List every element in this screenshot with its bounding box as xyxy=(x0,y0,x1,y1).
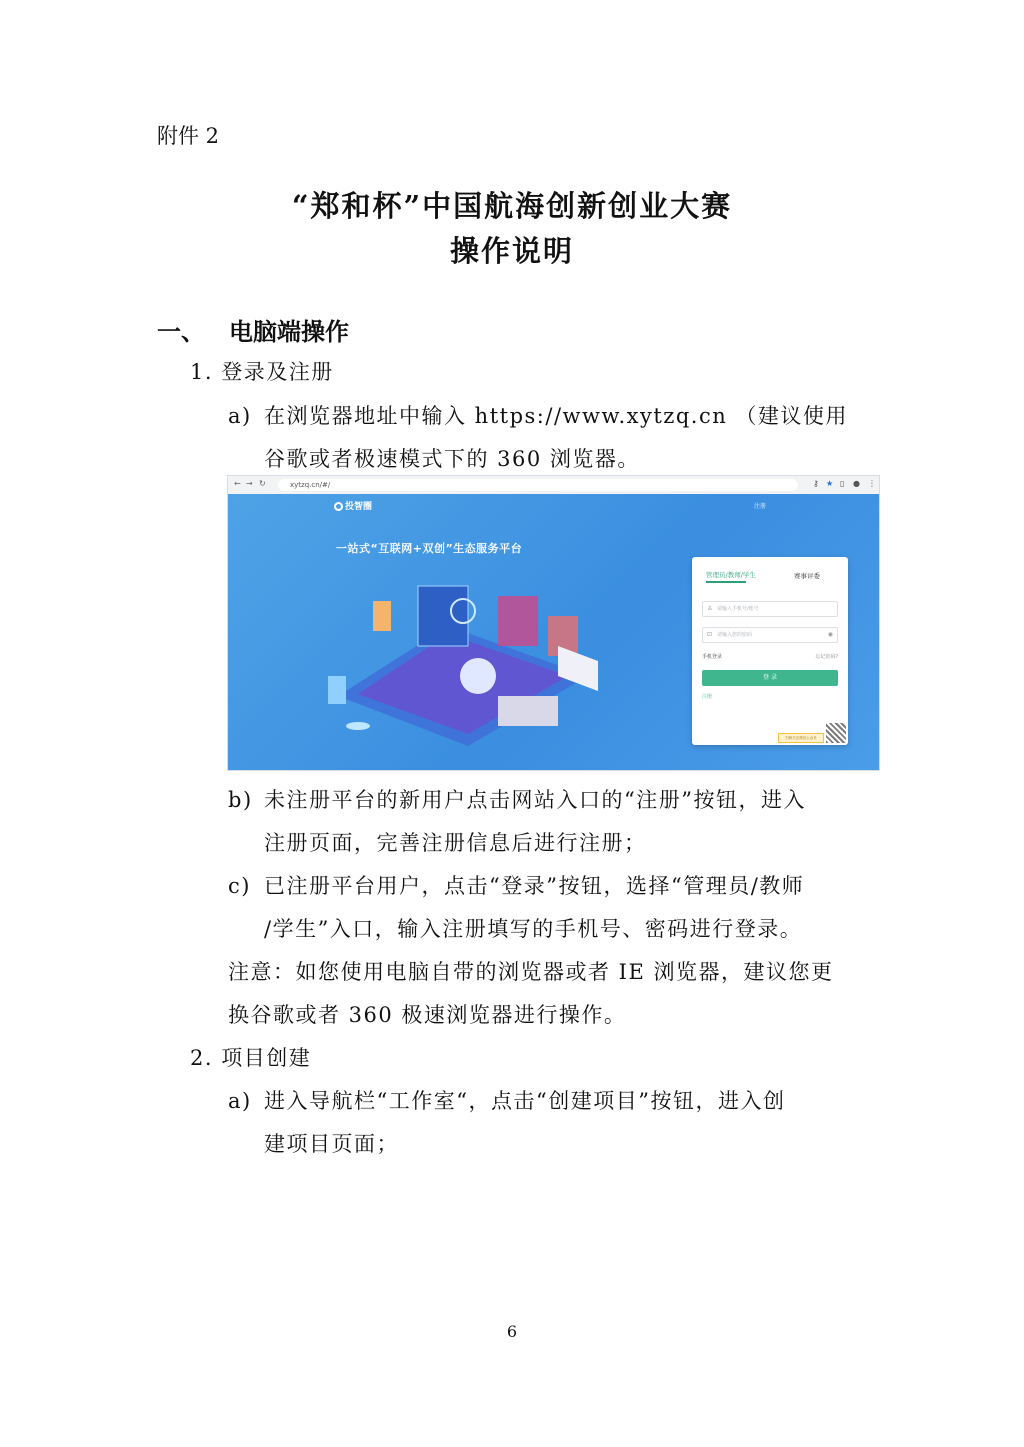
forward-icon: → xyxy=(246,479,253,488)
item-a1 xyxy=(228,400,848,430)
item-marker: b) xyxy=(228,788,253,812)
logo-icon xyxy=(334,502,343,511)
forgot-password-link: 忘记密码? xyxy=(815,654,838,660)
address-bar: xytzq.cn/#/ xyxy=(278,479,798,491)
item-a1-cont: 谷歌或者极速模式下的 360 浏览器。 xyxy=(264,447,640,471)
item-text: 在浏览器地址中输入 https://www.xytzq.cn （建议使用 xyxy=(264,404,848,428)
lock-icon: ⊡ xyxy=(707,631,713,638)
item-b1-cont: 注册页面，完善注册信息后进行注册； xyxy=(264,831,647,855)
item-text: 进入导航栏“工作室“，点击“创建项目”按钮，进入创 xyxy=(264,1089,786,1113)
item-c1-cont: /学生”入口，输入注册填写的手机号、密码进行登录。 xyxy=(264,917,803,941)
menu-icon: ⋮ xyxy=(868,479,876,488)
item-b1 xyxy=(228,784,806,814)
item-a2-cont: 建项目页面； xyxy=(264,1132,399,1156)
section-title: 电脑端操作 xyxy=(229,317,349,346)
browser-toolbar xyxy=(228,476,879,495)
item-a2 xyxy=(228,1085,785,1115)
qr-note: 扫码关注微信公众号 xyxy=(778,733,824,743)
reload-icon: ↻ xyxy=(259,479,266,488)
active-tab-indicator xyxy=(706,581,746,583)
tab-admin-teacher-student: 管理员/教师/学生 xyxy=(706,571,756,579)
star-icon: ★ xyxy=(826,479,834,488)
hero-slogan: 一站式“互联网+双创”生态服务平台 xyxy=(336,542,523,555)
hero-banner xyxy=(228,494,879,771)
key-icon: ⚷ xyxy=(813,479,819,488)
page-number: 6 xyxy=(506,1322,518,1341)
note-line-2: 换谷歌或者 360 极速浏览器进行操作。 xyxy=(228,1003,627,1027)
doc-title: “郑和杯”中国航海创新创业大赛 xyxy=(291,189,733,223)
password-input: ⊡ 请输入您的密码 ◉ xyxy=(702,627,838,643)
doc-subtitle: 操作说明 xyxy=(449,234,574,268)
profile-icon: ● xyxy=(853,479,860,488)
login-card xyxy=(692,557,848,745)
phone-input: ♙ 请输入手机号/账号 xyxy=(702,601,838,617)
register-top-link: 注册 xyxy=(754,503,767,510)
eye-icon: ◉ xyxy=(827,631,833,638)
user-icon: ♙ xyxy=(707,605,713,612)
subsection-heading-project: 2. 项目创建 xyxy=(190,1046,312,1070)
item-marker: c) xyxy=(228,874,251,898)
item-marker: a) xyxy=(228,404,252,428)
sidebar-icon: ▯ xyxy=(840,479,845,488)
qr-code-icon xyxy=(826,723,846,743)
isometric-illustration xyxy=(298,556,628,756)
note-line-1: 注意：如您使用电脑自带的浏览器或者 IE 浏览器，建议您更 xyxy=(228,960,834,984)
login-button: 登 录 xyxy=(702,670,838,686)
subsection-heading-login: 1. 登录及注册 xyxy=(190,360,334,384)
back-icon: ← xyxy=(234,479,241,488)
item-c1 xyxy=(228,870,804,900)
phone-login-link: 手机登录 xyxy=(702,654,723,660)
item-text: 未注册平台的新用户点击网站入口的“注册”按钮，进入 xyxy=(264,788,806,812)
item-marker: a) xyxy=(228,1089,252,1113)
tab-judge: 赛事评委 xyxy=(794,572,820,580)
login-screenshot xyxy=(227,475,880,771)
section-heading xyxy=(157,312,349,347)
section-number: 一、 xyxy=(157,317,205,346)
site-logo: 投智圈 xyxy=(334,499,372,512)
item-text: 已注册平台用户，点击“登录”按钮，选择“管理员/教师 xyxy=(264,874,805,898)
attachment-label: 附件 2 xyxy=(157,124,220,148)
register-link: 注册 xyxy=(702,694,713,700)
